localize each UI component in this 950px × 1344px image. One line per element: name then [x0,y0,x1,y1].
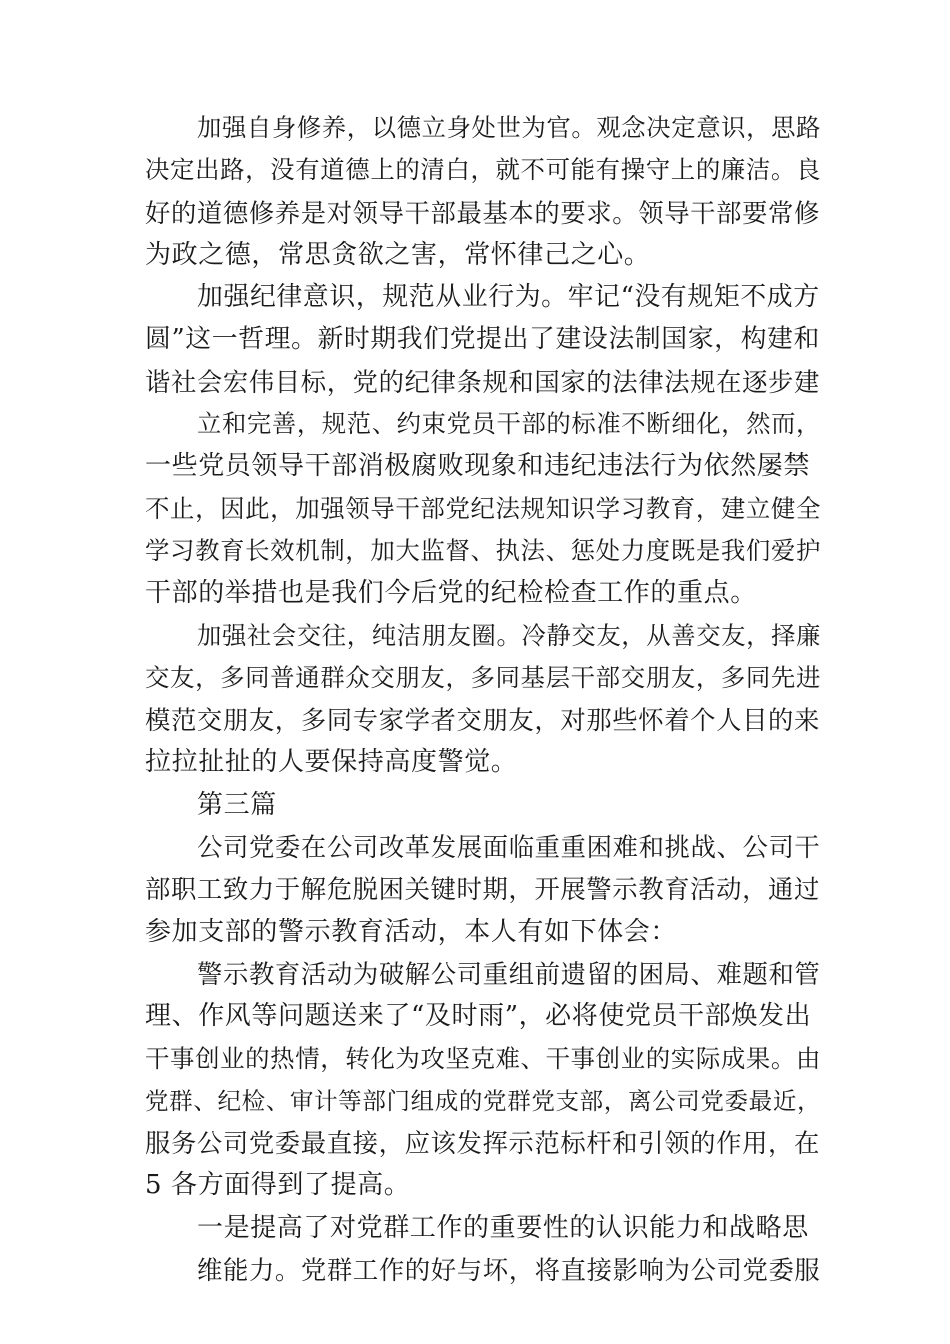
text-line-5: 加强纪律意识，规范从业行为。牢记“没有规矩不成方 [197,282,820,312]
text-line-21: 警示教育活动为破解公司重组前遗留的困局、难题和管 [197,959,821,989]
text-line-7: 谐社会宏伟目标，党的纪律条规和国家的法律法规在逐步建 [145,367,820,397]
text-line-11: 学习教育长效机制，加大监督、执法、惩处力度既是我们爱护 [145,536,822,565]
text-line-24: 党群、纪检、审计等部门组成的党群党支部，离公司党委最近， [145,1087,822,1115]
text-line-25: 服务公司党委最直接，应该发挥示范标杆和引领的作用，在 [145,1128,820,1158]
text-line-22: 理、作风等问题送来了“及时雨”，必将使党员干部焕发出 [145,1001,812,1031]
text-line-10: 不止，因此，加强领导干部党纪法规知识学习教育，建立健全 [145,494,822,523]
text-line-16: 拉拉扯扯的人要保持高度警觉。 [145,747,518,777]
text-line-9: 一些党员领导干部消极腐败现象和违纪违法行为依然屡禁 [145,451,811,481]
text-line-13: 加强社会交往，纯洁朋友圈。冷静交友，从善交友，择廉 [197,621,821,650]
text-line-18: 公司党委在公司改革发展面临重重困难和挑战、公司干 [197,832,821,862]
text-line-23: 干事创业的热情，转化为攻坚克难、干事创业的实际成果。由 [145,1044,822,1073]
text-line-6: 圆”这一哲理。新时期我们党提出了建设法制国家，构建和 [145,324,820,354]
text-line-26: 5 各方面得到了提高。 [145,1170,411,1200]
text-line-14: 交友，多同普通群众交朋友，多同基层干部交朋友，多同先进 [145,663,822,692]
text-line-12: 干部的举措也是我们今后党的纪检检查工作的重点。 [145,578,757,608]
text-line-15: 模范交朋友，多同专家学者交朋友，对那些怀着个人目的来 [145,705,820,735]
text-line-2: 决定出路，没有道德上的清白，就不可能有操守上的廉洁。良 [145,155,822,184]
text-line-27: 一是提高了对党群工作的重要性的认识能力和战略思 [197,1213,809,1243]
text-line-8: 立和完善，规范、约束党员干部的标准不断细化，然而， [197,409,821,438]
text-line-19: 部职工致力于解危脱困关键时期，开展警示教育活动，通过 [145,874,820,904]
section-heading: 第三篇 [197,790,277,820]
text-line-1: 加强自身修养，以德立身处世为官。观念决定意识，思路 [197,113,821,142]
text-line-28: 维能力。党群工作的好与坏，将直接影响为公司党委服 [197,1255,821,1285]
text-line-3: 好的道德修养是对领导干部最基本的要求。领导干部要常修 [145,198,820,228]
text-line-4: 为政之德，常思贪欲之害，常怀律己之心。 [145,240,651,270]
text-line-20: 参加支部的警示教育活动，本人有如下体会： [145,917,678,947]
